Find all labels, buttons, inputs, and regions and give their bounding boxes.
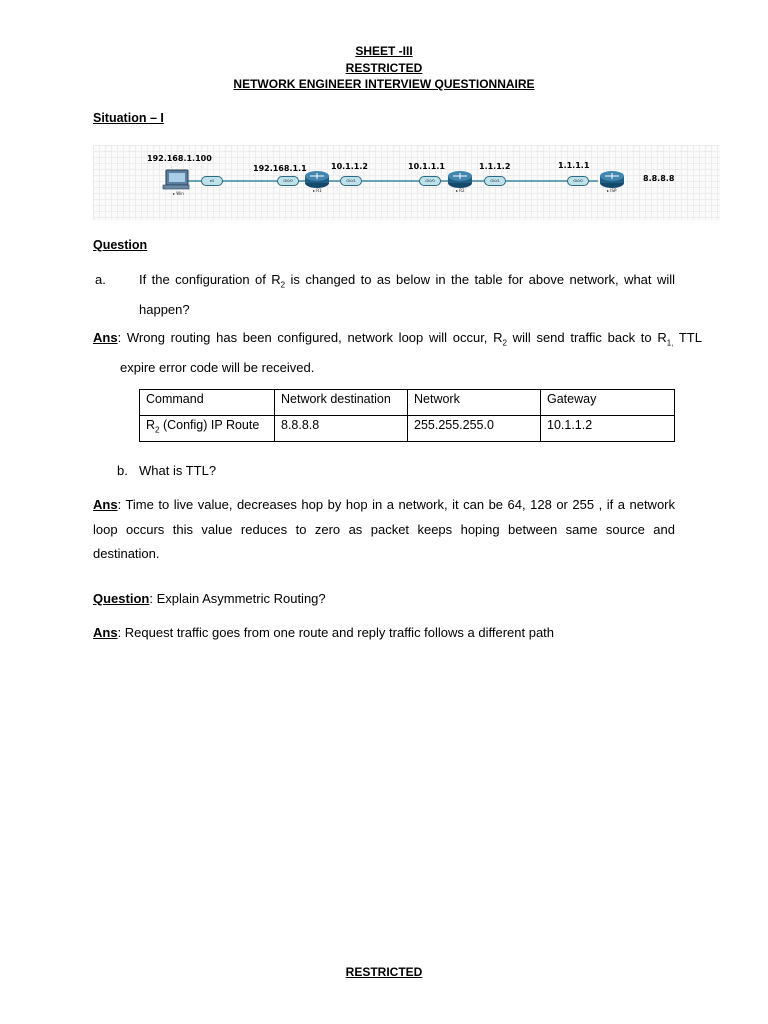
table-header-gateway: Gateway [541,390,675,416]
question-a-text-cont: is changed to as below in the table for above network, what will happen? [139,272,675,318]
route-config-table [139,389,675,442]
question-a-text: If the configuration of R [139,272,281,287]
pc-port: e0 [201,176,223,186]
answer-asymmetric-text: : Request traffic goes from one route and reply traffic follows a different path [117,625,555,640]
r1-node-label: ▸ R1 [313,188,322,193]
r2-right-ip-label: 1.1.1.2 [479,162,511,171]
table-header-command: Command [140,390,275,416]
table-cell-network: 255.255.255.0 [408,416,541,442]
router-r1-icon [305,171,329,188]
pc-icon [163,170,189,189]
classification-footer: RESTRICTED [345,965,423,979]
destination-ip-label: 8.8.8.8 [643,174,675,183]
answer-a [93,326,702,381]
answer-a-text-2: will send traffic back to R [506,330,667,345]
question-a [95,268,675,323]
r2-port-right: Gi0/1 [484,176,506,186]
table-cell-gateway: 10.1.1.2 [541,416,675,442]
r2-left-ip-label: 10.1.1.1 [408,162,445,171]
answer-a-sub-2: 1, [666,338,674,348]
table-cell-command: $R_2$ (Config) IP Route [140,416,275,442]
question-asymmetric [93,587,675,612]
r2-subscript: 2 [280,280,286,290]
network-diagram [93,145,720,220]
situation-heading: Situation – I [93,111,164,125]
table-header-destination: Network destination [275,390,408,416]
r1-port-left: Gi0/0 [277,176,299,186]
question-b-text: What is TTL? [139,463,217,478]
answer-asymmetric-label: Ans [93,625,118,640]
question-asymmetric-label: Question [93,591,150,606]
router-isp-icon [600,171,624,188]
question-a-label: a. [95,272,106,287]
isp-port: Gi0/0 [567,176,589,186]
answer-a-text-3: TTL expire error code will be received. [120,330,702,376]
r2-port-left: Gi0/0 [419,176,441,186]
r1-port-right: Gi0/1 [340,176,362,186]
question-b-label: b. [117,463,128,478]
question-b [117,459,675,484]
sheet-title: SHEET -III [355,44,413,58]
r1-wan-ip-label: 10.1.1.2 [331,162,368,171]
pc-node-label: ▸ Win [173,191,184,196]
answer-b [93,493,675,567]
router-r2-icon [448,171,472,188]
pc-ip-label: 192.168.1.100 [147,154,212,163]
r1-lan-ip-label: 192.168.1.1 [253,164,307,173]
answer-asymmetric [93,621,675,646]
answer-a-label: Ans [93,330,118,345]
table-row [140,416,675,442]
r2-node-label: ▸ R2 [456,188,465,193]
answer-b-text: : Time to live value, decreases hop by hop in a network, it can be 64, 128 or 255 , if a network loop occurs this value reduces to zero as packet keeps hoping between same source and destination. [93,497,675,561]
answer-a-sub-1: 2 [502,338,507,348]
classification-header: RESTRICTED [345,61,423,75]
question-asymmetric-text: : Explain Asymmetric Routing? [149,591,326,606]
answer-a-text: : Wrong routing has been configured, network loop will occur, R [117,330,503,345]
isp-node-label: ▸ ISP [607,188,617,193]
question-heading: Question [93,238,148,252]
table-header-network: Network [408,390,541,416]
table-cell-destination: 8.8.8.8 [275,416,408,442]
isp-ip-label: 1.1.1.1 [558,161,590,170]
document-title: NETWORK ENGINEER INTERVIEW QUESTIONNAIRE [233,77,535,91]
answer-b-label: Ans [93,497,118,512]
table-header-row [140,390,675,416]
